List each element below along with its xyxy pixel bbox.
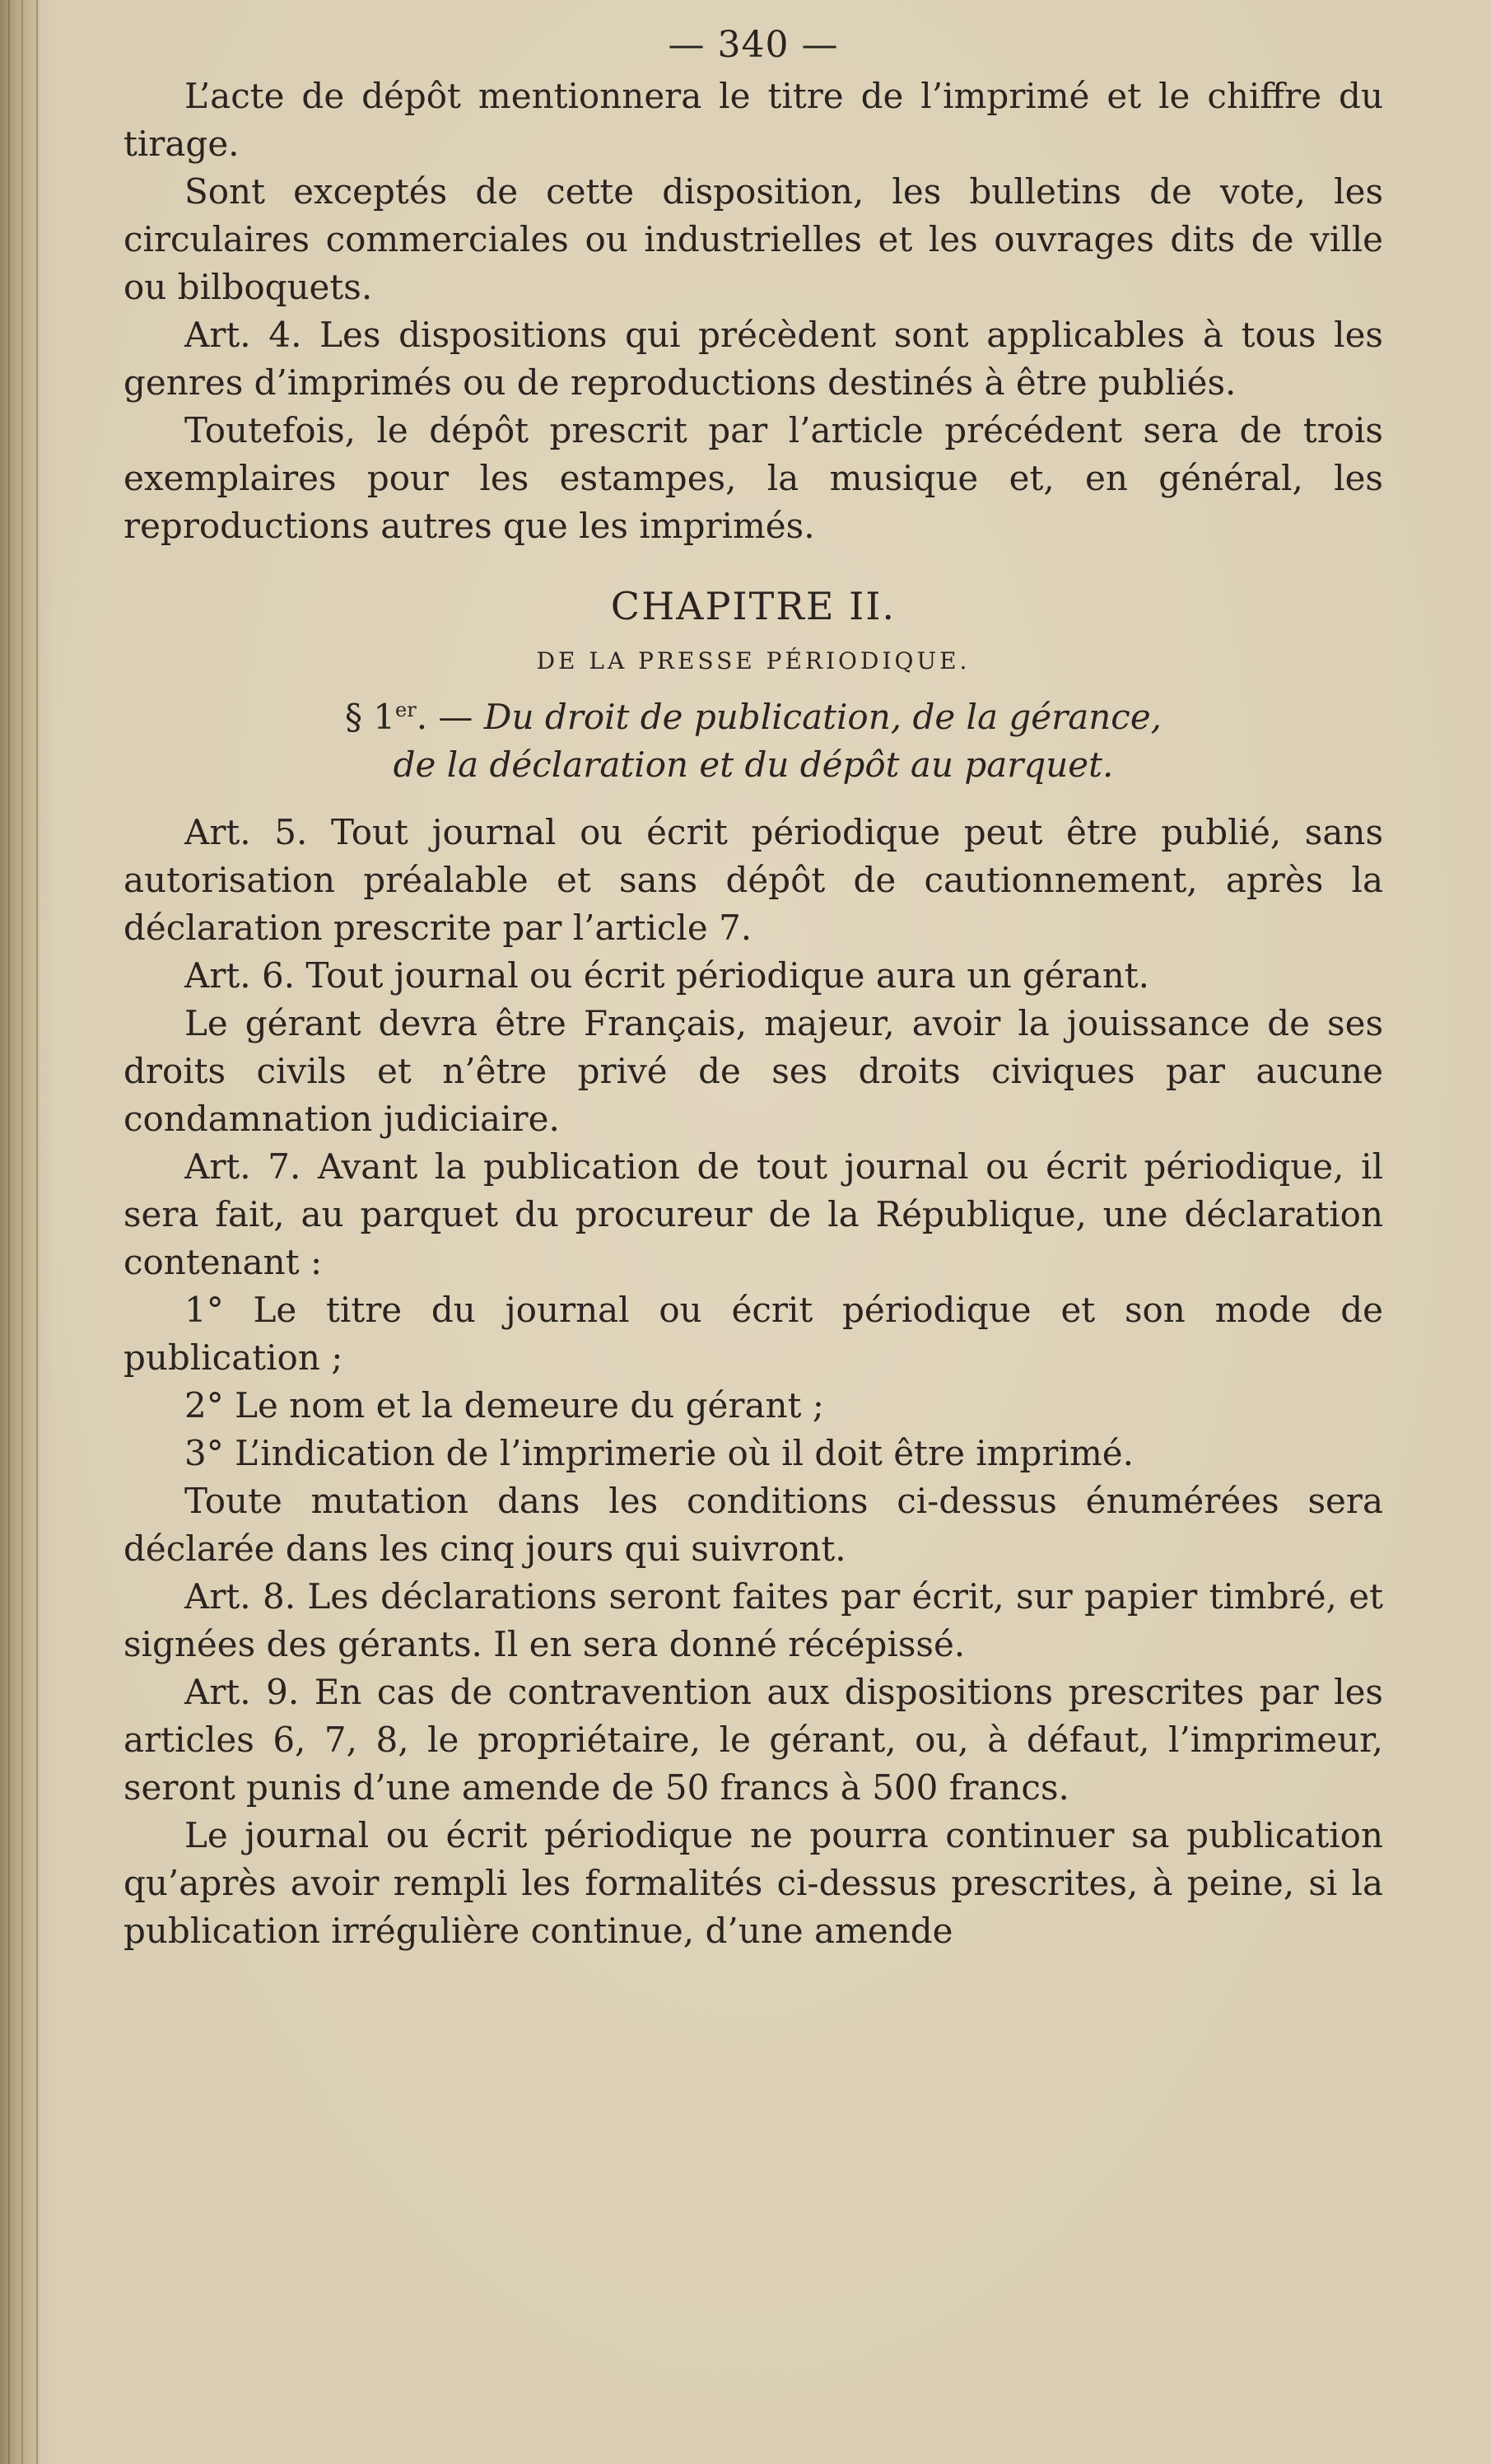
book-binding-edge: [0, 0, 40, 2464]
chapter-subtitle: DE LA PRESSE PÉRIODIQUE.: [536, 647, 971, 674]
section-number-superscript: er: [395, 698, 417, 721]
binding-crease: [8, 0, 10, 2464]
section-number: § 1: [344, 697, 396, 737]
section-heading-line-1: [123, 693, 1383, 741]
paragraph: L’acte de dépôt mentionnera le titre de l’imprimé et le chiffre du tirage.: [123, 76, 1383, 164]
article-8: Art. 8. Les déclarations seront faites par écrit, sur papier timbré, et signées des gérants. Il en sera donné récépissé.: [123, 1576, 1383, 1664]
paragraph: Le gérant devra être Français, majeur, avoir la jouissance de ses droits civils et n’être privé de ses droits civiques par aucune condamnation judiciaire.: [123, 1003, 1383, 1139]
list-item: 1° Le titre du journal ou écrit périodique et son mode de publication ;: [123, 1290, 1383, 1378]
article-9: Art. 9. En cas de contravention aux dispositions prescrites par les articles 6, 7, 8, le propriétaire, le gérant, ou, à défaut, l’imprimeur, seront punis d’une amende de 50 francs à 500 francs.: [123, 1672, 1383, 1808]
page-text-block: [123, 20, 1383, 1955]
section-title-line-2: de la déclaration et du dépôt au parquet.: [393, 744, 1114, 785]
section-title-line-1: Du droit de publication, de la gérance,: [483, 697, 1163, 737]
article-7: Art. 7. Avant la publication de tout journal ou écrit périodique, il sera fait, au parquet du procureur de la République, une déclaration contenant :: [123, 1146, 1383, 1282]
chapter-title: CHAPITRE II.: [610, 584, 897, 628]
list-item: 3° L’indication de l’imprimerie où il doit être imprimé.: [184, 1433, 1134, 1473]
list-item: 2° Le nom et la demeure du gérant ;: [184, 1385, 824, 1426]
binding-crease: [21, 0, 23, 2464]
paragraph: Toute mutation dans les conditions ci-dessus énumérées sera déclarée dans les cinq jours qui suivront.: [123, 1481, 1383, 1569]
paragraph: Le journal ou écrit périodique ne pourra continuer sa publication qu’après avoir rempli les formalités ci-dessus prescrites, à peine, si la publication irrégulière continue, d’une amende: [123, 1815, 1383, 1951]
paragraph: Toutefois, le dépôt prescrit par l’article précédent sera de trois exemplaires pour les estampes, la musique et, en général, les reproductions autres que les imprimés.: [123, 410, 1383, 546]
paragraph: Sont exceptés de cette disposition, les bulletins de vote, les circulaires commerciales ou industrielles et les ouvrages dits de ville ou bilboquets.: [123, 171, 1383, 307]
paragraph: Art. 4. Les dispositions qui précèdent sont applicables à tous les genres d’imprimés ou de reproductions destinés à être publiés.: [123, 315, 1383, 403]
section-dash: . —: [416, 697, 473, 737]
binding-crease: [36, 0, 38, 2464]
page-number: — 340 —: [668, 24, 839, 66]
article-6: Art. 6. Tout journal ou écrit périodique aura un gérant.: [184, 955, 1149, 996]
section-heading: [123, 693, 1383, 789]
article-5: Art. 5. Tout journal ou écrit périodique peut être publié, sans autorisation préalable et sans dépôt de cautionnement, après la déclaration prescrite par l’article 7.: [123, 812, 1383, 948]
